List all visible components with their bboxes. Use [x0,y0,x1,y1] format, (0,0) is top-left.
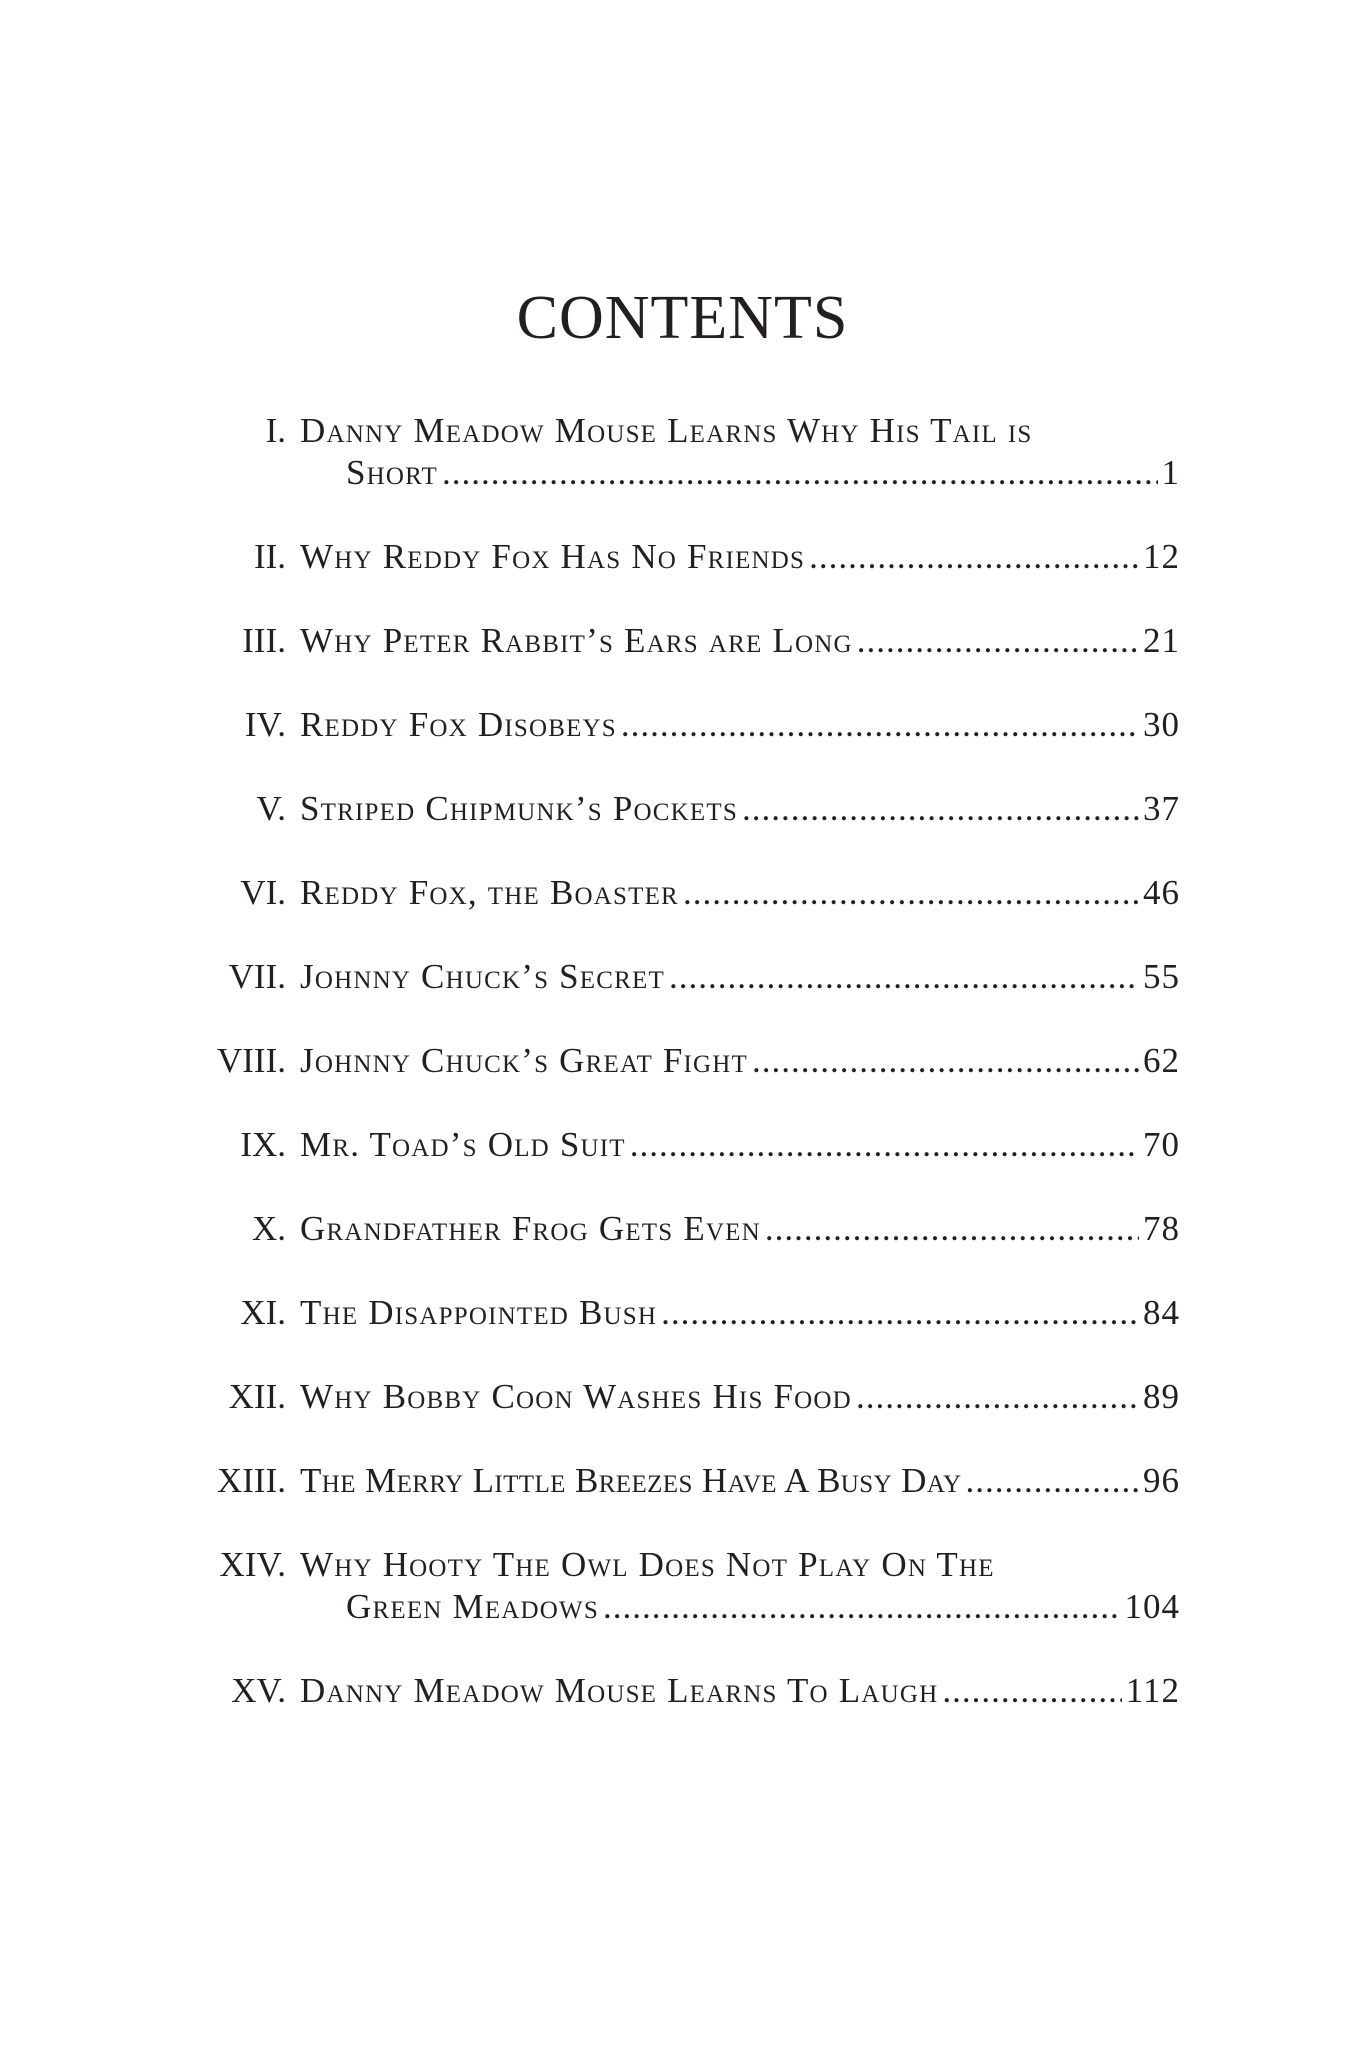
page-number: 78 [1143,1209,1180,1248]
toc-entry [190,1040,1180,1082]
toc-entry [190,1124,1180,1166]
page-title: CONTENTS [516,284,849,352]
chapter-title-line [300,452,1180,494]
chapter-title-block [300,872,1180,914]
chapter-title-block [300,1040,1180,1082]
chapter-title-line [300,1292,1180,1334]
chapter-title: The Disappointed Bush [300,1293,658,1332]
chapter-title: Johnny Chuck’s Secret [300,957,665,996]
chapter-title-line [300,704,1180,746]
chapter-number: XII. [228,1377,286,1416]
chapter-number: V. [256,789,286,828]
page-number: 30 [1143,705,1180,744]
chapter-title-block [300,1670,1180,1712]
page-number: 70 [1143,1125,1180,1164]
chapter-title: Grandfather Frog Gets Even [300,1209,761,1248]
chapter-number: XI. [240,1293,286,1332]
chapter-title: Why Peter Rabbit’s Ears are Long [300,621,853,660]
chapter-title: Mr. Toad’s Old Suit [300,1125,626,1164]
toc-entry [190,872,1180,914]
dot-leader [965,1460,1139,1502]
chapter-title-block [300,536,1180,578]
chapter-title-block [300,620,1180,662]
chapter-number: VI. [240,873,286,912]
chapter-title-line [300,1460,1180,1502]
page-number: 62 [1143,1041,1180,1080]
chapter-title-line [300,536,1180,578]
chapter-title-line [300,1670,1180,1712]
chapter-title-line [300,1208,1180,1250]
dot-leader [856,1376,1139,1418]
chapter-number: VIII. [217,1041,286,1080]
chapter-title-block [300,1124,1180,1166]
chapter-title-block [300,704,1180,746]
toc-entry [190,788,1180,830]
chapter-title-continued: Short [346,453,439,492]
chapter-title-line [300,788,1180,830]
dot-leader [442,452,1157,494]
chapter-title-line [300,1544,1180,1586]
dot-leader [683,872,1139,914]
page-number: 21 [1143,621,1180,660]
dot-leader [752,1040,1139,1082]
chapter-title-line [300,620,1180,662]
chapter-title-line [300,410,1180,452]
page-number: 89 [1143,1377,1180,1416]
toc-entry [190,704,1180,746]
dot-leader [742,788,1139,830]
chapter-title-continued: Green Meadows [346,1587,599,1626]
chapter-title-line [300,1376,1180,1418]
toc-entry [190,620,1180,662]
chapter-title-block [300,410,1180,494]
page-number: 12 [1143,537,1180,576]
chapter-title: Johnny Chuck’s Great Fight [300,1041,749,1080]
chapter-title-line [300,872,1180,914]
dot-leader [603,1586,1121,1628]
dot-leader [630,1124,1139,1166]
chapter-title-block [300,1460,1180,1502]
chapter-number: IV. [244,705,286,744]
chapter-title: The Merry Little Breezes Have A Busy Day [300,1461,962,1500]
toc-entry [190,1208,1180,1250]
page-number: 96 [1143,1461,1180,1500]
page-number: 46 [1143,873,1180,912]
toc-entry [190,956,1180,998]
chapter-number: XIII. [217,1461,286,1500]
chapter-title-line [300,1040,1180,1082]
chapter-number: IX. [240,1125,286,1164]
chapter-title: Reddy Fox Disobeys [300,705,617,744]
chapter-number: XV. [231,1671,286,1710]
dot-leader [765,1208,1139,1250]
toc-entry [190,410,1180,494]
chapter-number: III. [242,621,286,660]
chapter-title-line [300,1124,1180,1166]
dot-leader [942,1670,1121,1712]
chapter-number: II. [253,537,286,576]
chapter-title: Striped Chipmunk’s Pockets [300,789,738,828]
chapter-number: VII. [228,957,286,996]
chapter-number: I. [265,411,286,450]
chapter-title: Reddy Fox, the Boaster [300,873,679,912]
toc-entry [190,1670,1180,1712]
dot-leader [857,620,1139,662]
chapter-title-block [300,1544,1180,1628]
toc-entry [190,1292,1180,1334]
chapter-number: XIV. [219,1545,286,1584]
toc-entry [190,1460,1180,1502]
page-number: 84 [1143,1293,1180,1332]
chapter-title-block [300,1376,1180,1418]
chapter-title-block [300,788,1180,830]
page-number: 104 [1124,1587,1180,1626]
chapter-title-line [300,956,1180,998]
chapter-title-block [300,1292,1180,1334]
page-number: 37 [1143,789,1180,828]
chapter-title-block [300,1208,1180,1250]
dot-leader [809,536,1139,578]
table-of-contents [190,410,1180,1712]
page-number: 112 [1125,1671,1180,1710]
dot-leader [621,704,1139,746]
dot-leader [669,956,1139,998]
chapter-title-block [300,956,1180,998]
chapter-title: Danny Meadow Mouse Learns To Laugh [300,1671,939,1710]
chapter-title: Why Reddy Fox Has No Friends [300,537,806,576]
toc-entry [190,1376,1180,1418]
dot-leader [661,1292,1139,1334]
chapter-number: X. [251,1209,286,1248]
toc-entry [190,1544,1180,1628]
chapter-title: Why Hooty The Owl Does Not Play On The [300,1545,995,1584]
chapter-title: Danny Meadow Mouse Learns Why His Tail is [300,411,1033,450]
page-number: 55 [1143,957,1180,996]
toc-entry [190,536,1180,578]
page-number: 1 [1161,453,1180,492]
chapter-title-line [300,1586,1180,1628]
chapter-title: Why Bobby Coon Washes His Food [300,1377,852,1416]
